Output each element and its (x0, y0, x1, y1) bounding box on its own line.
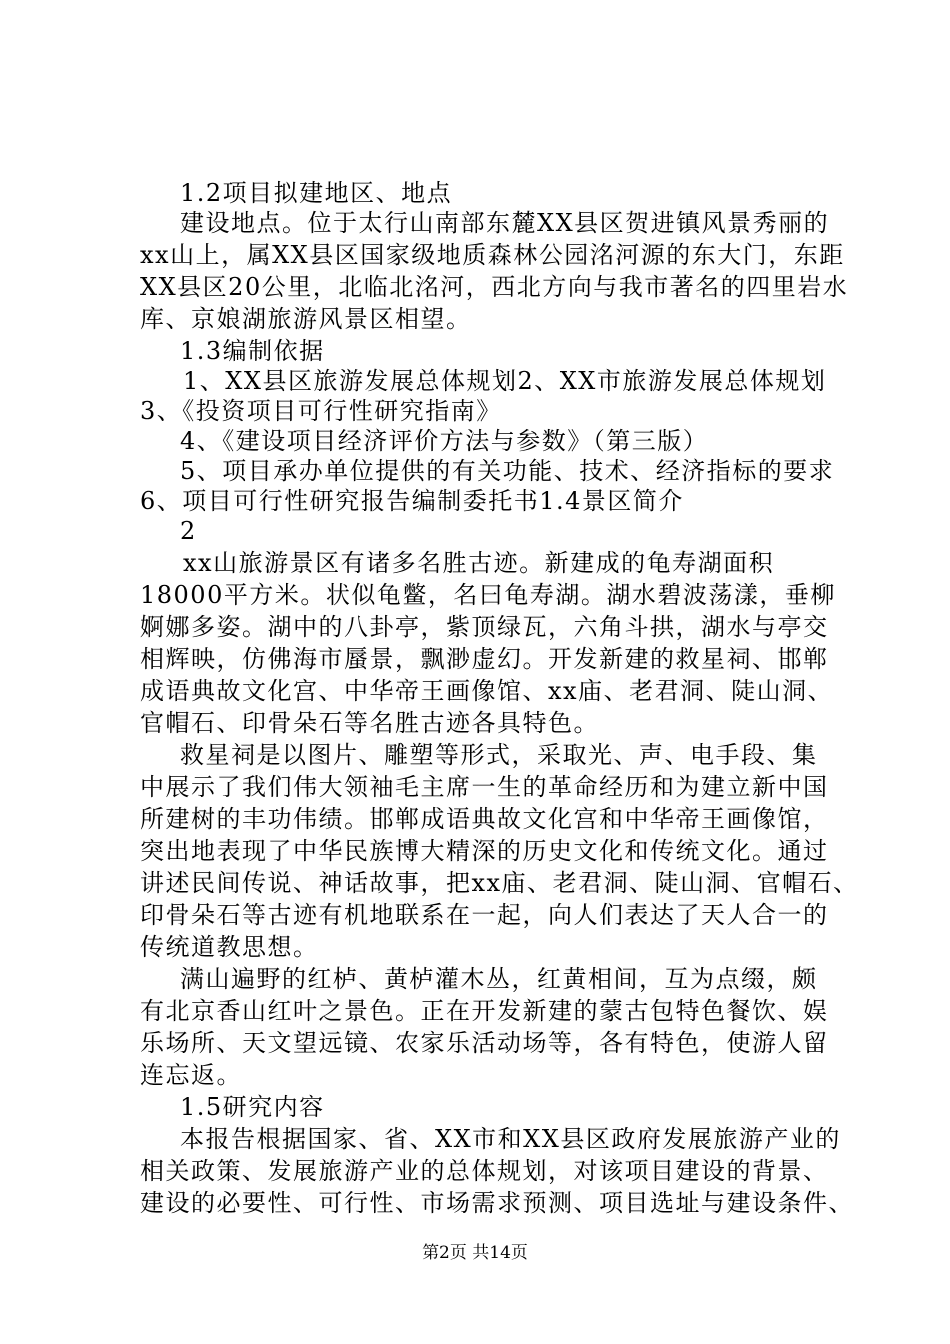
paragraph-line: 印骨朵石等古迹有机地联系在一起，向人们表达了天人合一的 (140, 901, 829, 929)
paragraph-line: 所建树的丰功伟绩。邯郸成语典故文化宫和中华帝王画像馆， (140, 805, 829, 833)
list-item: 6、项目可行性研究报告编制委托书1.4景区简介 (140, 487, 684, 515)
paragraph-line: 本报告根据国家、省、XX市和XX县区政府发展旅游产业的 (180, 1125, 841, 1153)
section-heading: 1.5研究内容 (180, 1093, 325, 1121)
paragraph-line: 突出地表现了中华民族博大精深的历史文化和传统文化。通过 (140, 837, 829, 865)
list-item: 1、XX县区旅游发展总体规划2、XX市旅游发展总体规划 (183, 367, 827, 395)
paragraph-line: xx山上，属XX县区国家级地质森林公园洺河源的东大门，东距 (140, 241, 845, 269)
list-item: 4、《建设项目经济评价方法与参数》（第三版） (180, 427, 709, 455)
paragraph-line: 乐场所、天文望远镜、农家乐活动场等，各有特色，使游人留 (140, 1029, 829, 1057)
page-number-footer: 第2页 共14页 (422, 1243, 528, 1263)
paragraph-line: 救星祠是以图片、雕塑等形式，采取光、声、电手段、集 (180, 741, 818, 769)
paragraph-line: 有北京香山红叶之景色。正在开发新建的蒙古包特色餐饮、娱 (140, 997, 829, 1025)
paragraph-line: 传统道教思想。 (140, 933, 319, 961)
paragraph-line: 建设地点。位于太行山南部东麓XX县区贺进镇风景秀丽的 (180, 209, 830, 237)
paragraph-line: 中展示了我们伟大领袖毛主席一生的革命经历和为建立新中国 (140, 773, 829, 801)
paragraph-line: 2 (180, 517, 197, 545)
paragraph-line: 相辉映，仿佛海市蜃景，飘渺虚幻。开发新建的救星祠、邯郸 (140, 645, 829, 673)
paragraph-line: 官帽石、印骨朵石等名胜古迹各具特色。 (140, 709, 599, 737)
paragraph-line: XX县区20公里，北临北洺河，西北方向与我市著名的四里岩水 (140, 273, 849, 301)
paragraph-line: 讲述民间传说、神话故事，把xx庙、老君洞、陡山洞、官帽石、 (140, 869, 859, 897)
section-heading: 1.2项目拟建地区、地点 (180, 179, 453, 207)
paragraph-line: 建设的必要性、可行性、市场需求预测、项目选址与建设条件、 (140, 1189, 854, 1217)
paragraph-line: 相关政策、发展旅游产业的总体规划，对该项目建设的背景、 (140, 1157, 829, 1185)
paragraph-line: 成语典故文化宫、中华帝王画像馆、xx庙、老君洞、陡山洞、 (140, 677, 834, 705)
list-item: 3、《投资项目可行性研究指南》 (140, 397, 502, 425)
paragraph-line: 18000平方米。状似龟鳖，名曰龟寿湖。湖水碧波荡漾，垂柳 (140, 581, 836, 609)
paragraph-line: 满山遍野的红栌、黄栌灌木丛，红黄相间，互为点缀，颇 (180, 965, 818, 993)
paragraph-line: 连忘返。 (140, 1061, 242, 1089)
list-item: 5、项目承办单位提供的有关功能、技术、经济指标的要求 (180, 457, 835, 485)
paragraph-line: 婀娜多姿。湖中的八卦亭，紫顶绿瓦，六角斗拱，湖水与亭交 (140, 613, 829, 641)
section-heading: 1.3编制依据 (180, 337, 325, 365)
paragraph-line: xx山旅游景区有诸多名胜古迹。新建成的龟寿湖面积 (183, 549, 775, 577)
paragraph-line: 库、京娘湖旅游风景区相望。 (140, 305, 472, 333)
